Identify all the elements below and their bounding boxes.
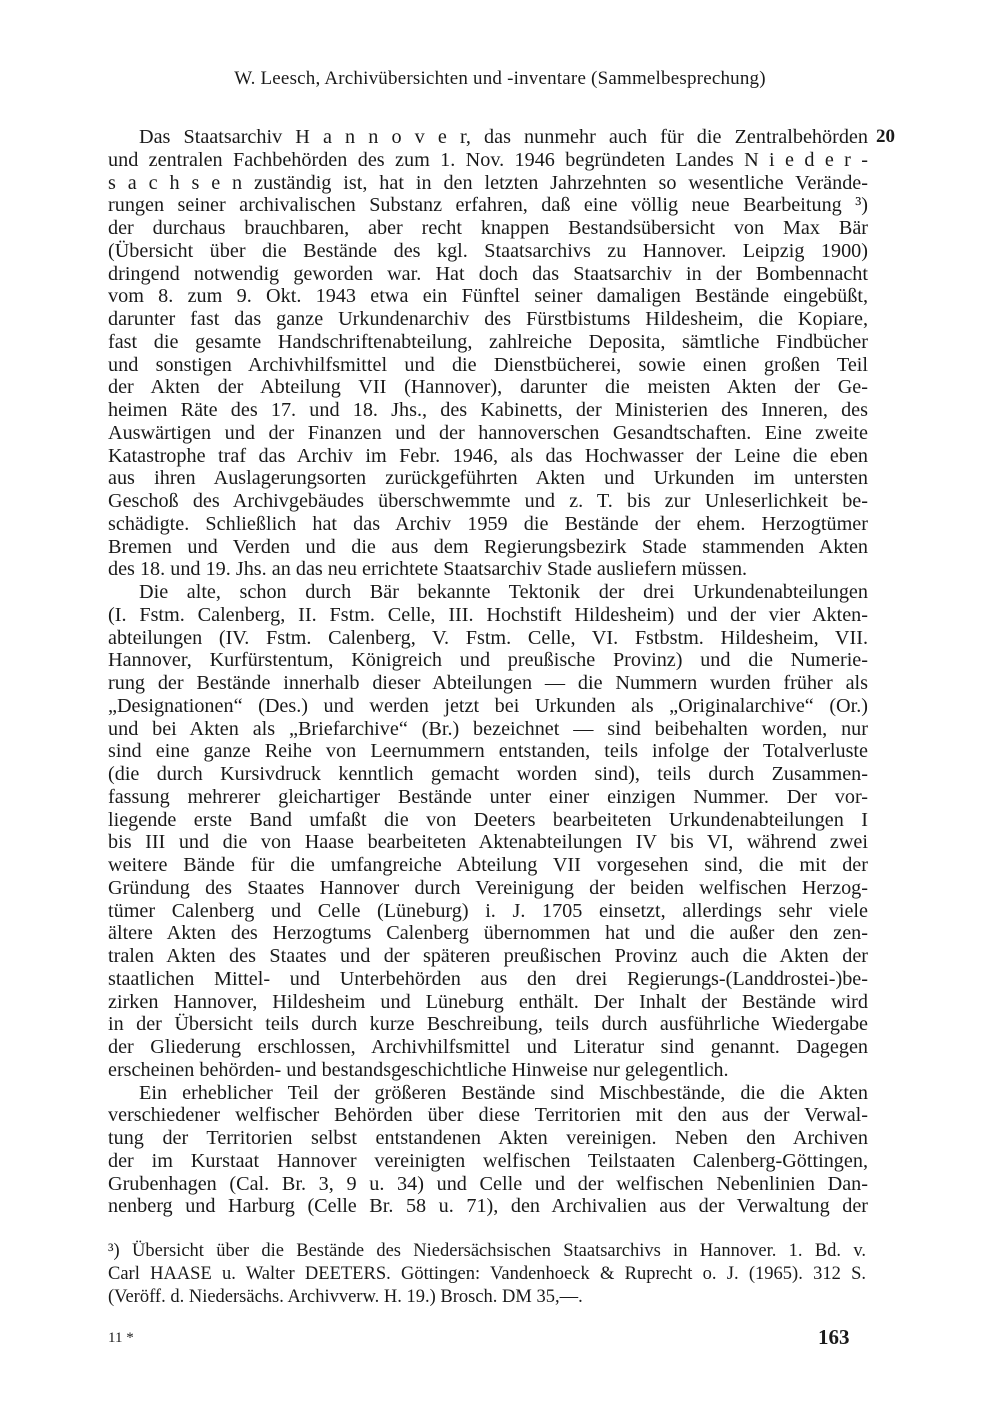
body-line: rungen seiner archivalischen Substanz erfahren, daß eine völlig neue Bearbeitung ³) <box>108 194 868 217</box>
body-line: tümer Calenberg und Celle (Lüneburg) i. J. 1705 einsetzt, allerdings sehr viele <box>108 899 868 922</box>
body-line: (I. Fstm. Calenberg, II. Fstm. Celle, III. Hochstift Hildesheim) und der vier Akten- <box>108 603 868 626</box>
body-line: und zentralen Fachbehörden des zum 1. Nov. 1946 begründeten Landes N i e d e r - <box>108 148 868 171</box>
body-line: der durchaus brauchbaren, aber recht knappen Bestandsübersicht von Max Bär <box>108 217 868 239</box>
body-line: staatlichen Mittel- und Unterbehörden aus den drei Regierungs-(Landdrostei-)be- <box>108 967 868 990</box>
body-line: tralen Akten des Staates und der späteren preußischen Provinz auch die Akten der <box>108 945 868 967</box>
body-line: tung der Territorien selbst entstandenen Akten vereinigen. Neben den Archiven <box>108 1127 868 1149</box>
body-line: (Übersicht über die Bestände des kgl. Staatsarchivs zu Hannover. Leipzig 1900) <box>108 239 868 262</box>
footnotes <box>108 1240 866 1309</box>
body-line: heimen Räte des 17. und 18. Jhs., des Kabinetts, der Ministerien des Inneren, des <box>108 399 868 421</box>
body-text <box>108 126 868 1218</box>
margin-line-number: 20 <box>876 126 895 147</box>
body-line: Katastrophe traf das Archiv im Febr. 1946, als das Hochwasser der Leine die eben <box>108 444 868 467</box>
body-line: Hannover, Kurfürstentum, Königreich und preußische Provinz) und die Numerie- <box>108 649 868 672</box>
body-line: bis III und die von Haase bearbeiteten Aktenabteilungen IV bis VI, während zwei <box>108 831 868 854</box>
body-line: darunter fast das ganze Urkundenarchiv des Fürstbistums Hildesheim, die Kopiare, <box>108 308 868 330</box>
body-line: weitere Bände für die umfangreiche Abteilung VII vorgesehen sind, die mit der <box>108 854 868 876</box>
body-line: aus ihren Auslagerungsorten zurückgeführten Akten und Urkunden im untersten <box>108 467 868 490</box>
body-line: und bei Akten als „Briefarchive“ (Br.) bezeichnet — sind beibehalten worden, nur <box>108 717 868 740</box>
body-line: erscheinen behörden- und bestandsgeschichtliche Hinweise nur gelegentlich. <box>108 1058 729 1081</box>
signature-mark: 11 * <box>108 1330 134 1346</box>
page-number: 163 <box>818 1325 850 1349</box>
body-line: Bremen und Verden und die aus dem Regierungsbezirk Stade stammenden Akten <box>108 535 868 558</box>
body-line: fast die gesamte Handschriftenabteilung, zahlreiche Deposita, sämtliche Findbücher <box>108 330 868 353</box>
body-line: und sonstigen Archivhilfsmittel und die Dienstbücherei, sowie einen großen Teil <box>108 353 868 376</box>
body-line: Auswärtigen und der Finanzen und der hannoverschen Gesandtschaften. Eine zweite <box>108 421 868 444</box>
body-line: fassung mehrerer gleichartiger Bestände unter einer einzigen Nummer. Der vor- <box>108 785 868 808</box>
body-line: Die alte, schon durch Bär bekannte Tektonik der drei Urkundenabteilungen <box>139 581 868 603</box>
body-line: s a c h s e n zuständig ist, hat in den letzten Jahrzehnten so wesentliche Verände- <box>108 171 868 194</box>
body-line: ältere Akten des Herzogtums Calenberg übernommen hat und die außer den zen- <box>108 922 868 945</box>
body-line: dringend notwendig geworden war. Hat doch das Staatsarchiv in der Bombennacht <box>108 262 868 285</box>
body-line: Gründung des Staates Hannover durch Vereinigung der beiden welfischen Herzog- <box>108 876 868 899</box>
body-line: Geschoß des Archivgebäudes überschwemmte und z. T. bis zur Unleserlichkeit be- <box>108 490 868 512</box>
body-line: des 18. und 19. Jhs. an das neu errichtete Staatsarchiv Stade ausliefern müssen. <box>108 558 748 581</box>
body-line: Das Staatsarchiv H a n n o v e r, das nunmehr auch für die Zentralbehörden <box>139 126 868 148</box>
footnote-line: (Veröff. d. Niedersächs. Archivverw. H. 19.) Brosch. DM 35,—. <box>108 1287 583 1307</box>
footnote-line: Carl HAASE u. Walter DEETERS. Göttingen: Vandenhoeck & Ruprecht o. J. (1965). 312 S. <box>108 1264 866 1284</box>
body-line: verschiedener welfischer Behörden über diese Territorien mit den aus der Verwal- <box>108 1104 868 1127</box>
body-line: vom 8. zum 9. Okt. 1943 etwa ein Fünftel seiner damaligen Bestände eingebüßt, <box>108 285 868 308</box>
body-line: „Designationen“ (Des.) und werden jetzt bei Urkunden als „Originalarchive“ (Or.) <box>108 694 868 717</box>
body-line: in der Übersicht teils durch kurze Beschreibung, teils durch ausführliche Wiedergabe <box>108 1013 868 1036</box>
body-line: Ein erheblicher Teil der größeren Bestände sind Mischbestände, die die Akten <box>139 1081 868 1104</box>
running-head: W. Leesch, Archivübersichten und -inventare (Sammelbesprechung) <box>234 68 766 89</box>
footnote-line: ³) Übersicht über die Bestände des Niedersächsischen Staatsarchivs in Hannover. 1. Bd. v. <box>108 1241 866 1261</box>
body-line: schädigte. Schließlich hat das Archiv 1959 die Bestände der ehem. Herzogtümer <box>108 512 868 535</box>
body-line: (die durch Kursivdruck kenntlich gemacht worden sind), teils durch Zusammen- <box>108 763 868 785</box>
body-line: sind eine ganze Reihe von Leernummern entstanden, teils infolge der Totalverluste <box>108 740 868 763</box>
body-line: der im Kurstaat Hannover vereinigten welfischen Teilstaaten Calenberg-Göttingen, <box>108 1149 868 1172</box>
body-line: liegende erste Band umfaßt die von Deeters bearbeiteten Urkundenabteilungen I <box>108 808 868 831</box>
body-line: rung der Bestände innerhalb dieser Abteilungen — die Nummern wurden früher als <box>108 672 868 694</box>
body-line: Grubenhagen (Cal. Br. 3, 9 u. 34) und Celle und der welfischen Nebenlinien Dan- <box>108 1172 868 1195</box>
body-line: der Akten der Abteilung VII (Hannover), darunter die meisten Akten der Ge- <box>108 376 868 399</box>
body-line: zirken Hannover, Hildesheim und Lüneburg enthält. Der Inhalt der Bestände wird <box>108 990 868 1013</box>
body-line: nenberg und Harburg (Celle Br. 58 u. 71), den Archivalien aus der Verwaltung der <box>108 1195 868 1218</box>
body-line: abteilungen (IV. Fstm. Calenberg, V. Fstm. Celle, VI. Fstbstm. Hildesheim, VII. <box>108 626 868 649</box>
body-line: der Gliederung erschlossen, Archivhilfsmittel und Literatur sind genannt. Dagegen <box>108 1036 868 1058</box>
